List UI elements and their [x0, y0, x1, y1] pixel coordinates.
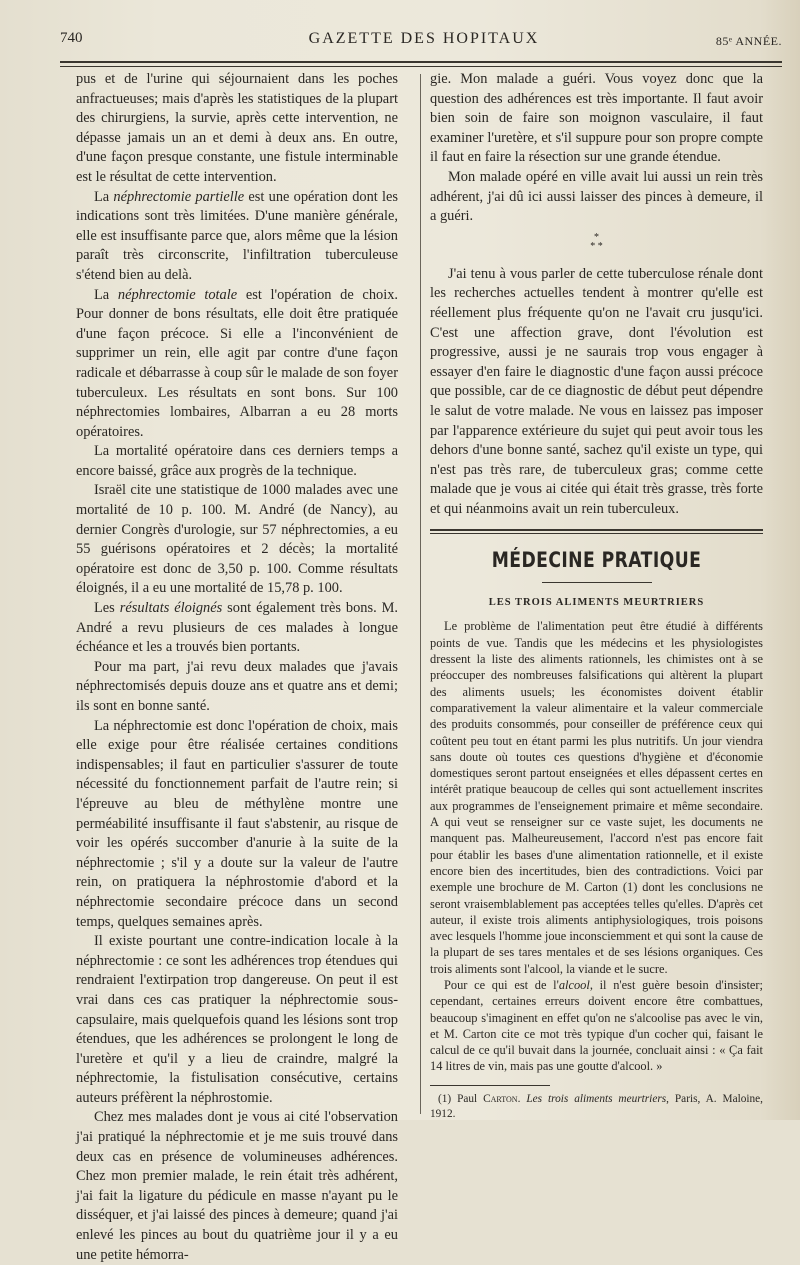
- section-separator-thin: [430, 533, 763, 534]
- paragraph: J'ai tenu à vous parler de cette tuberculose rénale dont les recherches actuelles tendent à montrer qu'elle est réellement plus fréquente qu'on ne l'avait cru jusqu'ici. C'est une affection grave, dont l'évolution est progressive, aussi je ne saurais trop vous engager à essayer d'en faire le diagnostic d'une façon aussi précoce que possible, car de ce diagnostic de début peut dépendre le salut de votre malade. Ne vous en laissez pas imposer par l'apparence extérieure du sujet qui peut avoir tous les dehors d'une bonne santé, sachez qu'il existe un type, qui n'est pas très rare, de tuberculeux gras; comme cette malade que je vous ai citée qui était très grasse, très forte et qui néanmoins avait un rein tuberculeux.: [430, 265, 763, 517]
- asterism-top: *: [594, 231, 599, 243]
- footnote-suffix: , Paris, A. Maloine, 1912.: [430, 1092, 764, 1120]
- paragraph: [76, 599, 398, 658]
- header-rule: [60, 61, 782, 63]
- paragraph: [76, 286, 398, 443]
- section-title-rule: [542, 582, 652, 583]
- left-column: [76, 70, 398, 1265]
- paragraph-text: est une opération dont les indications sont très limitées. D'une manière générale, elle est insuffisante parce que, alors même que la lésion paraît très circonscrite, l'infiltration tuberculeuse s'étend bien au delà.: [76, 188, 398, 283]
- paragraph: Le problème de l'alimentation peut être étudié à différents points de vue. Tandis que les médecins et les physiologistes dressent la liste des aliments rationnels, les chimistes ont à se préoccuper des nombreuses falsifications qui altèrent la plupart des aliments usuels; les économistes doivent établir comparativement la valeur alimentaire et la valeur commerciale des produits consommés, pour conseiller de préférence ceux qui coûtent peu tout en étant parmi les plus nutritifs. Un jour viendra sans doute où toutes ces questions d'hygiène et d'économie domestiques seront partout enseignées et elles dépassent certes en intérêt pratique beaucoup de celles qui sont actuellement inscrites aux programmes de l'enseignement primaire et même secondaire. A qui veut se renseigner sur ce vaste sujet, les documents ne manquent pas. Malheureusement, l'accord n'est pas encore fait pour établir les bases d'une alimentation rationnelle, et il existe encore bien des incertitudes, bien des contradictions. Voici par exemple une brochure de M. Carton (1) dont les conclusions ne seront vraisemblablement pas acceptées telles qu'elles. D'après cet auteur, il existe trois aliments antiphysiologiques, trois poisons avec lesquels l'homme joue inconsciemment et qui sont la cause de la plupart de ses tares mentales et de ses lésions organiques. Ces trois aliments sont l'alcool, la viande et le sucre.: [430, 619, 763, 976]
- paragraph-text: Pour ce qui est de l': [444, 978, 559, 992]
- paragraph-emphasis: alcool: [558, 978, 590, 992]
- right-column-mid-text: [430, 265, 763, 520]
- paragraph: Pour ma part, j'ai revu deux malades que j'avais néphrectomisés depuis douze ans et quatre ans et demi; ils sont en bonne santé.: [76, 658, 398, 714]
- paragraph-text: , il n'est guère besoin d'insister; cependant, certaines erreurs doivent encore être combattues, beaucoup s'imaginent en effet qu'on ne s'alcoolise pas avec le vin, et M. Carton cite ce mot très typique d'un cocher qui, faisant le calcul de ce qu'il buvait dans la journée, concluait ainsi : « Ça fait 14 litres de vin, mais pas une goutte d'alcool. »: [430, 978, 763, 1074]
- paragraph-emphasis: néphrectomie totale: [117, 286, 238, 303]
- paragraph: [76, 188, 398, 286]
- paragraph: Mon malade opéré en ville avait lui aussi un rein très adhérent, j'ai dû ici aussi laisser des pinces à demeure, il a guéri.: [430, 168, 763, 225]
- paragraph-text: est l'opération de choix. Pour donner de bons résultats, elle doit être pratiquée d'une façon précoce. Si elle a l'inconvénient de supprimer un rein, elle agit par contre d'une façon radicale et débarrasse à coup sûr le malade de son foyer tuberculeux. Les résultats en sont bons. Sur 100 néphrectomies lombaires, Albarran a eu 28 morts opératoires.: [76, 286, 398, 440]
- footnote-rule: [430, 1085, 550, 1086]
- asterism-bottom: * *: [590, 240, 603, 252]
- paragraph-emphasis: néphrectomie partielle: [113, 188, 245, 205]
- paragraph-emphasis: résultats éloignés: [119, 600, 223, 617]
- year-label: 85ᵉ ANNÉE.: [715, 34, 782, 48]
- footnote-prefix: (1) Paul: [438, 1092, 484, 1105]
- page-number: 740: [60, 30, 83, 46]
- header-rule-thin: [60, 66, 782, 67]
- article-subtitle: LES TROIS ALIMENTS MEURTRIERS: [488, 597, 705, 609]
- footnote-author: Carton.: [483, 1092, 521, 1105]
- paragraph: Israël cite une statistique de 1000 malades avec une mortalité de 10 p. 100. M. André (de Nancy), au dernier Congrès d'urologie, sur 57 néphrectomies, a eu 55 guérisons opératoires et 2 décès; la mortalité opératoire est donc de 3,50 p. 100. Comme résultats éloignés, il a eu une mortalité de 15,78 p. 100.: [76, 482, 398, 597]
- paragraph-text: La: [94, 188, 114, 205]
- paragraph: gie. Mon malade a guéri. Vous voyez donc que la question des adhérences est très importante. Il faut avoir bien soin de faire son moignon vasculaire, il faut examiner l'uretère, et s'il suppure pour son propre compte il faut en faire la résection sur une grande étendue.: [430, 71, 763, 166]
- right-column-top-text: [430, 70, 763, 227]
- paragraph: La mortalité opératoire dans ces derniers temps a encore baissé, grâce aux progrès de la technique.: [76, 443, 398, 479]
- paragraph-text: La: [94, 286, 118, 303]
- column-divider: [420, 74, 421, 1114]
- section-separator: [430, 529, 763, 531]
- paragraph-text: Les: [94, 600, 120, 617]
- paragraph: Il existe pourtant une contre-indication locale à la néphrectomie : ce sont les adhérences trop étendues qui rendraient l'extirpation trop dangereuse. On peut il est vrai dans ces cas pratiquer la néphrectomie sous-capsulaire, mais quelquefois quand les lésions sont trop étendues, que les adhérences se prolongent le long de l'uretère et qu'il y a lieu de craindre, malgré la néphrectomie, la fistulisation consécutive, certains auteurs préfèrent la néphrostomie.: [76, 933, 398, 1106]
- paragraph: La néphrectomie est donc l'opération de choix, mais elle exige pour être réalisée certaines conditions indispensables; il faut en particulier s'assurer de toute nécessité du fonctionnement parfait de l'autre rein; si l'épreuve au bleu de méthylène montre une perméabilité insuffisante il faut s'abstenir, au risque de voir les opérés succomber d'anurie à la suite de la néphrectomie ; s'il y a doute sur la valeur de l'autre rein, on pratiquera la néphrostomie d'abord et la néphrectomie secondaire précoce dans un second temps, quelques semaines après.: [76, 717, 398, 930]
- journal-title: GAZETTE DES HOPITAUX: [308, 30, 540, 47]
- article-body: [430, 618, 763, 1074]
- asterism: [430, 233, 763, 251]
- paragraph: Chez mes malades dont je vous ai cité l'observation j'ai pratiqué la néphrectomie et je me suis trouvé dans deux cas en présence de volumineuses adhérences. Chez mon premier malade, le rein était très adhérent, j'ai fait la ligature du pédicule en masse n'ayant pu le disséquer, et j'ai laissé des pinces à demeure; quand j'ai enlevé les pinces au bout du quatrième jour il y a eu une petite hémorra-: [76, 1109, 398, 1263]
- paragraph: pus et de l'urine qui séjournaient dans les poches anfractueuses; mais d'après les statistiques de la plupart des chirurgiens, la survie, après cette intervention, ne dépasse jamais un an et demi à deux ans. En outre, d'une façon presque constante, une fistule interminable est le résultat de cette intervention.: [76, 71, 398, 185]
- paragraph: [430, 977, 763, 1075]
- right-column: [430, 70, 763, 1122]
- footnote: [430, 1092, 763, 1122]
- section-title: MÉDECINE PRATIQUE: [491, 548, 702, 573]
- paragraph-text: sont également très bons. M. André a revu plusieurs de ces malades à longue échéance et les a trouvés bien portants.: [76, 600, 398, 656]
- footnote-title: Les trois aliments meurtriers: [526, 1092, 667, 1105]
- page-header: [60, 30, 788, 54]
